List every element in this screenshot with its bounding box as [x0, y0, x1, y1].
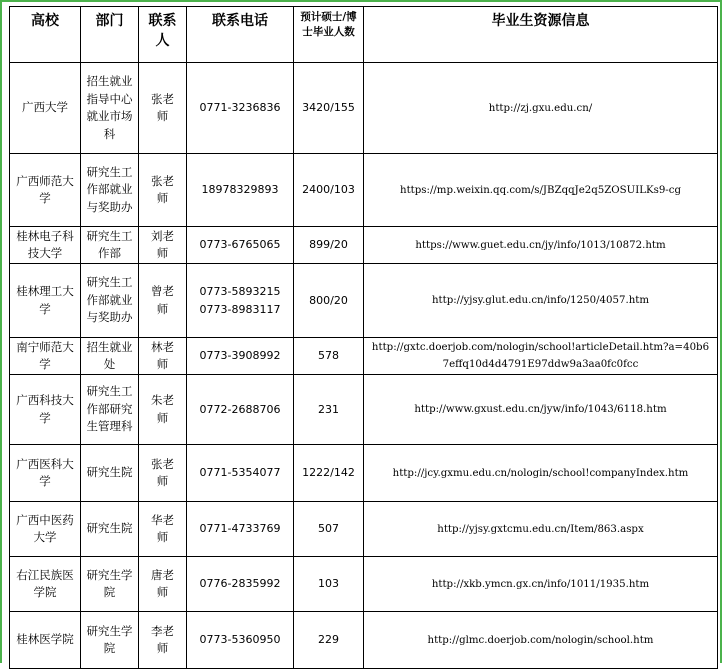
phone-cell: 0773-3908992	[187, 338, 294, 375]
left-border-line	[0, 0, 2, 663]
school-cell: 桂林医学院	[10, 612, 81, 669]
table-row	[10, 375, 718, 445]
count-cell: 103	[294, 557, 364, 612]
phone-cell: 0771-5354077	[187, 445, 294, 502]
count-cell: 899/20	[294, 227, 364, 264]
dept-cell: 研究生工作部就业与奖助办	[81, 154, 139, 227]
info-url-cell[interactable]: http://xkb.ymcn.gx.cn/info/1011/1935.htm	[364, 557, 718, 612]
table-row	[10, 557, 718, 612]
header-contact: 联系人	[139, 7, 187, 63]
contact-cell: 张老师	[139, 154, 187, 227]
info-url-cell[interactable]: http://yjsy.glut.edu.cn/info/1250/4057.htm	[364, 264, 718, 338]
count-cell: 507	[294, 502, 364, 557]
info-url-cell[interactable]: http://www.gxust.edu.cn/jyw/info/1043/6118.htm	[364, 375, 718, 445]
table-row	[10, 612, 718, 669]
info-url-cell[interactable]: http://zj.gxu.edu.cn/	[364, 63, 718, 154]
info-url-cell[interactable]: http://gxtc.doerjob.com/nologin/school!articleDetail.htm?a=40b67effq10d4d4791E97ddw9a3aa0fc0fcc	[364, 338, 718, 375]
header-info: 毕业生资源信息	[364, 7, 718, 63]
school-cell: 广西医科大学	[10, 445, 81, 502]
school-cell: 广西科技大学	[10, 375, 81, 445]
phone-cell: 0773-6765065	[187, 227, 294, 264]
info-url-cell[interactable]: http://yjsy.gxtcmu.edu.cn/Item/863.aspx	[364, 502, 718, 557]
phone-cell: 0773-5893215 0773-8983117	[187, 264, 294, 338]
contact-cell: 朱老师	[139, 375, 187, 445]
header-row	[10, 7, 718, 63]
table-row	[10, 502, 718, 557]
header-count: 预计硕士/博士毕业人数	[294, 7, 364, 63]
school-cell: 桂林电子科技大学	[10, 227, 81, 264]
count-cell: 800/20	[294, 264, 364, 338]
count-cell: 2400/103	[294, 154, 364, 227]
count-cell: 578	[294, 338, 364, 375]
contact-cell: 华老师	[139, 502, 187, 557]
table-row	[10, 63, 718, 154]
dept-cell: 研究生学院	[81, 557, 139, 612]
header-school: 高校	[10, 7, 81, 63]
table-row	[10, 338, 718, 375]
contact-cell: 林老师	[139, 338, 187, 375]
table-row	[10, 227, 718, 264]
info-url-cell[interactable]: https://mp.weixin.qq.com/s/JBZqqJe2q5ZOSUILKs9-cg	[364, 154, 718, 227]
dept-cell: 研究生院	[81, 445, 139, 502]
contact-cell: 曾老师	[139, 264, 187, 338]
contact-cell: 刘老师	[139, 227, 187, 264]
table-row	[10, 445, 718, 502]
school-cell: 广西师范大学	[10, 154, 81, 227]
dept-cell: 研究生工作部研究生管理科	[81, 375, 139, 445]
dept-cell: 研究生院	[81, 502, 139, 557]
dept-cell: 研究生工作部	[81, 227, 139, 264]
dept-cell: 研究生学院	[81, 612, 139, 669]
phone-cell: 0773-5360950	[187, 612, 294, 669]
school-cell: 广西中医药大学	[10, 502, 81, 557]
count-cell: 229	[294, 612, 364, 669]
info-url-cell[interactable]: http://jcy.gxmu.edu.cn/nologin/school!companyIndex.htm	[364, 445, 718, 502]
phone-cell: 18978329893	[187, 154, 294, 227]
graduate-resources-table	[9, 6, 718, 669]
phone-cell: 0771-3236836	[187, 63, 294, 154]
school-cell: 桂林理工大学	[10, 264, 81, 338]
info-url-cell[interactable]: https://www.guet.edu.cn/jy/info/1013/10872.htm	[364, 227, 718, 264]
top-border-line	[0, 0, 722, 2]
dept-cell: 招生就业指导中心就业市场科	[81, 63, 139, 154]
info-url-cell[interactable]: http://glmc.doerjob.com/nologin/school.htm	[364, 612, 718, 669]
header-dept: 部门	[81, 7, 139, 63]
contact-cell: 唐老师	[139, 557, 187, 612]
contact-cell: 李老师	[139, 612, 187, 669]
table-row	[10, 154, 718, 227]
school-cell: 广西大学	[10, 63, 81, 154]
count-cell: 231	[294, 375, 364, 445]
table-row	[10, 264, 718, 338]
school-cell: 右江民族医学院	[10, 557, 81, 612]
count-cell: 1222/142	[294, 445, 364, 502]
dept-cell: 招生就业处	[81, 338, 139, 375]
count-cell: 3420/155	[294, 63, 364, 154]
phone-cell: 0772-2688706	[187, 375, 294, 445]
dept-cell: 研究生工作部就业与奖助办	[81, 264, 139, 338]
header-phone: 联系电话	[187, 7, 294, 63]
contact-cell: 张老师	[139, 445, 187, 502]
phone-cell: 0776-2835992	[187, 557, 294, 612]
contact-cell: 张老师	[139, 63, 187, 154]
school-cell: 南宁师范大学	[10, 338, 81, 375]
phone-cell: 0771-4733769	[187, 502, 294, 557]
